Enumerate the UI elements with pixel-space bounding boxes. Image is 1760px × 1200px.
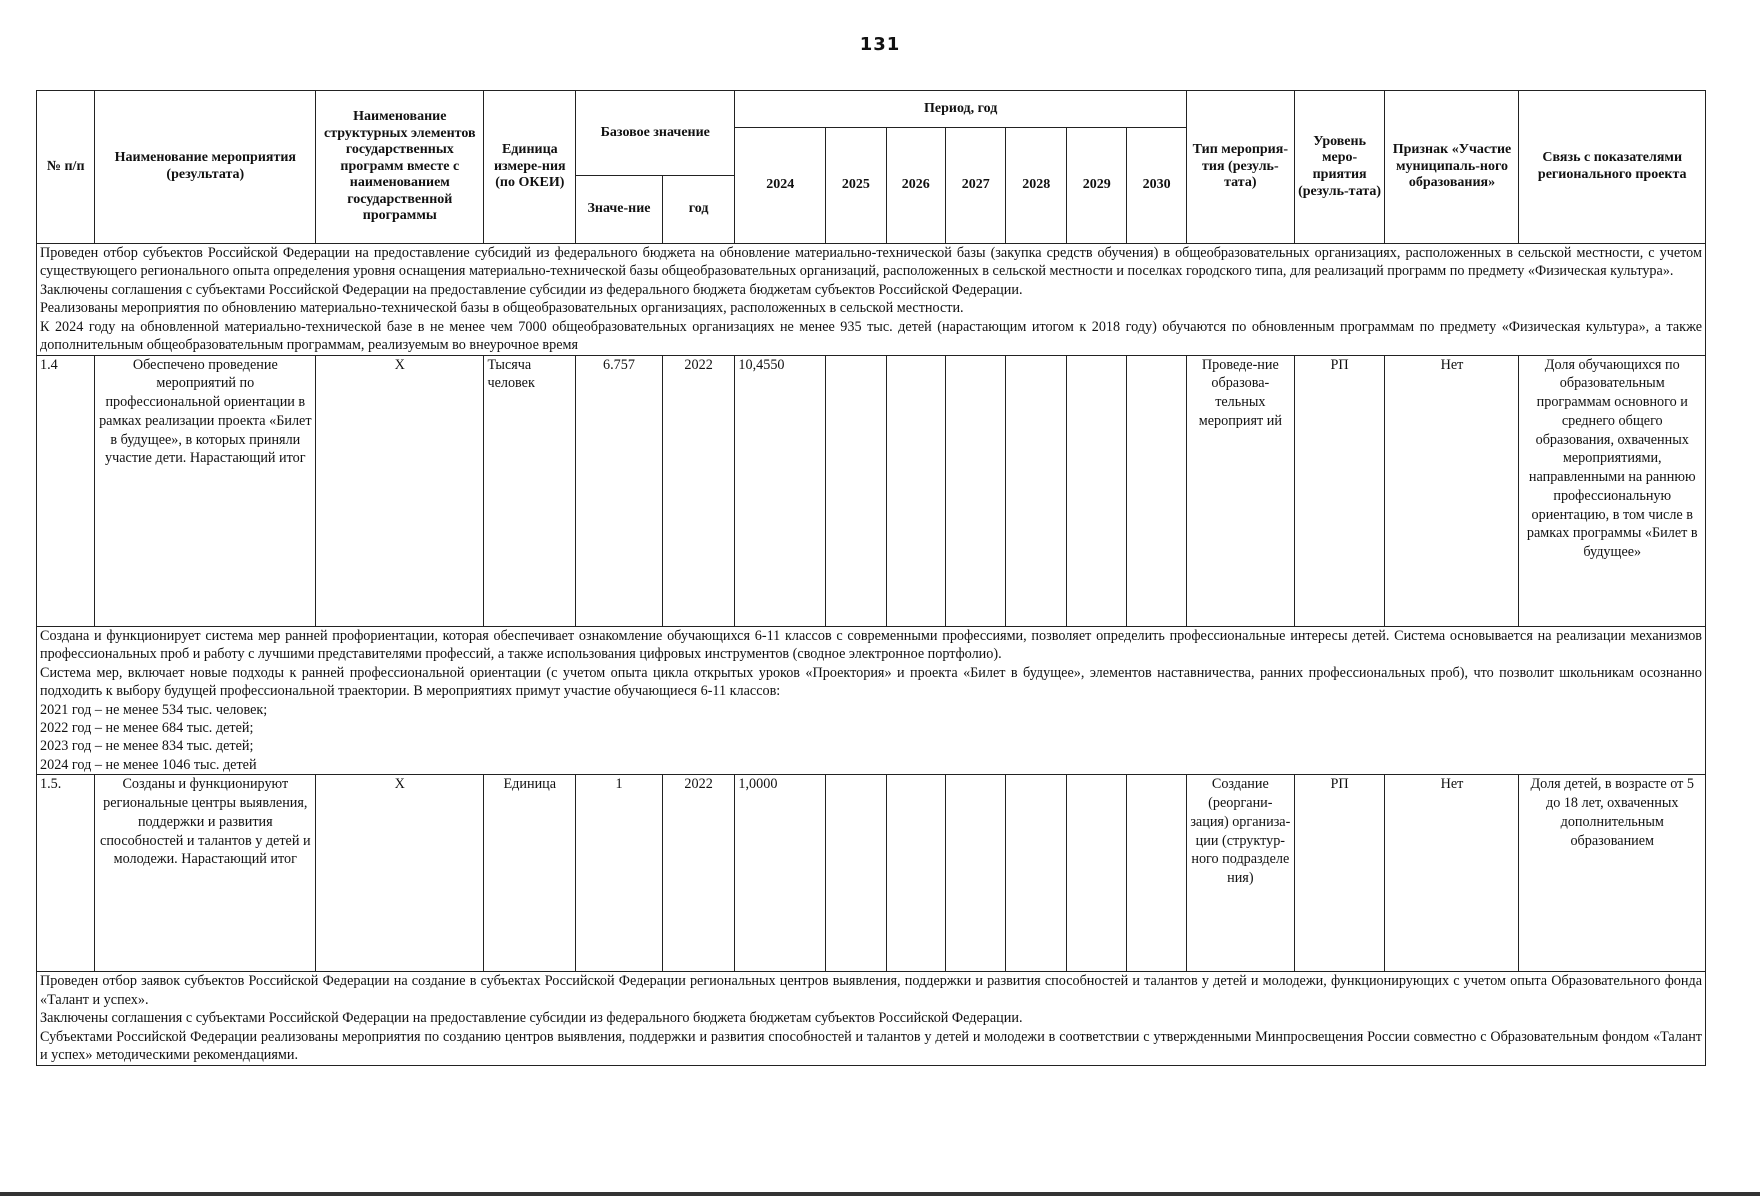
cell-year-2028 [1006, 775, 1066, 972]
header-year-2027: 2027 [946, 128, 1006, 244]
header-level: Уровень меро-приятия (резуль-тата) [1294, 91, 1385, 244]
cell-type: Проведе-ние образова-тельных мероприят ий [1186, 355, 1294, 626]
cell-name: Обеспечено проведение мероприятий по профессиональной ориентации в рамках реализации проекта «Билет в будущее», в которых приняли участие дети. Нарастающий итог [95, 355, 316, 626]
cell-year-2029 [1066, 775, 1126, 972]
narrative-paragraph: Система мер, включает новые подходы к ранней профессиональной ориентации (с учетом опыта цикла открытых уроков «Проектория» и проекта «Билет в будущее», элементов наставничества, ранних профессиональных проб), что позволит школьникам осознанно подходить к выбору будущей профессиональной траектории. В мероприятиях примут участие обучающиеся 6-11 классов: [40, 664, 1702, 700]
cell-type: Создание (реоргани-зация) организа-ции (структур-ного подразделе ния) [1186, 775, 1294, 972]
header-name: Наименование мероприятия (результата) [95, 91, 316, 244]
header-year-2026: 2026 [886, 128, 945, 244]
cell-year-2025 [826, 775, 886, 972]
narrative-paragraph: 2023 год – не менее 834 тыс. детей; [40, 738, 254, 755]
header-base-value: Значе-ние [576, 176, 663, 244]
cell-link: Доля детей, в возрасте от 5 до 18 лет, охваченных дополнительным образованием [1519, 775, 1706, 972]
header-num: № п/п [37, 91, 95, 244]
narrative-paragraph: 2024 год – не менее 1046 тыс. детей [40, 756, 257, 773]
narrative-block-1 [37, 244, 1706, 356]
narrative-paragraph: Создана и функционирует система мер ранней профориентации, которая обеспечивает ознакомление обучающихся 6-11 классов с современными профессиями, позволяет определить профессиональные интересы детей. Система основывается на реализации механизмов профессиональных проб и работу с лучшими представителями профессий, а также использования цифровых инструментов (сводное электронное портфолио). [40, 627, 1702, 663]
cell-year-2027 [946, 355, 1006, 626]
cell-base-year: 2022 [662, 355, 735, 626]
cell-year-2028 [1006, 355, 1066, 626]
header-base-year: год [662, 176, 735, 244]
cell-struct: Х [316, 355, 484, 626]
cell-base-year: 2022 [662, 775, 735, 972]
narrative-paragraph: 2022 год – не менее 684 тыс. детей; [40, 719, 254, 736]
header-municipal: Признак «Участие муниципаль-ного образования» [1385, 91, 1519, 244]
table-row-1-4 [37, 355, 1706, 626]
header-type: Тип мероприя-тия (резуль-тата) [1186, 91, 1294, 244]
cell-year-2026 [886, 355, 945, 626]
header-period: Период, год [735, 91, 1187, 128]
narrative-paragraph: Проведен отбор субъектов Российской Федерации на предоставление субсидий из федерального бюджета на обновление материально-технической базы (закупка средств обучения) в общеобразовательных организациях, расположенных в сельской местности, с учетом существующего регионального опыта определения уровня оснащения материально-технической базы общеобразовательных организаций, расположенных в сельской местности и поселках городского типа, для реализаций программ по предмету «Физическая культура». [40, 245, 1702, 280]
narrative-block-2 [37, 626, 1706, 775]
narrative-paragraph: К 2024 году на обновленной материально-технической базе в не менее чем 7000 общеобразовательных организациях не менее 935 тыс. детей (нарастающим итогом к 2018 году) обучаются по обновленным программам по предмету «Физическая культура», а также дополнительным общеобразовательным программам, реализуемым во внеурочное время [40, 318, 1702, 354]
narrative-paragraph: Реализованы мероприятия по обновлению материально-технической базы в общеобразовательных организациях, расположенных в сельской местности. [40, 300, 964, 317]
header-year-2024: 2024 [735, 128, 826, 244]
cell-struct: Х [316, 775, 484, 972]
cell-year-2024: 1,0000 [735, 775, 826, 972]
page-number: 131 [859, 34, 901, 55]
header-unit: Единица измере-ния (по ОКЕИ) [484, 91, 576, 244]
header-struct: Наименование структурных элементов государственных программ вместе с наименованием государственной программы [316, 91, 484, 244]
narrative-paragraph: Заключены соглашения с субъектами Российской Федерации на предоставление субсидии из федерального бюджета бюджетам субъектов Российской Федерации. [40, 281, 1023, 298]
cell-base-value: 1 [576, 775, 663, 972]
cell-level: РП [1294, 355, 1385, 626]
narrative-paragraph: Проведен отбор заявок субъектов Российской Федерации на создание в субъектах Российской Федерации региональных центров выявления, поддержки и развития способностей и талантов у детей и молодежи, функционирующих с учетом опыта Образовательного фонда «Талант и успех». [40, 973, 1702, 1008]
narrative-paragraph: Субъектами Российской Федерации реализованы мероприятия по созданию центров выявления, поддержки и развития способностей и талантов у детей и молодежи в соответствии с утвержденными Минпросвещения России совместно с Образовательным фондом «Талант и успех» методическими рекомендациями. [40, 1028, 1702, 1064]
table-row-1-5 [37, 775, 1706, 972]
cell-year-2024: 10,4550 [735, 355, 826, 626]
cell-year-2030 [1127, 775, 1187, 972]
cell-unit: Тысяча человек [484, 355, 576, 626]
cell-level: РП [1294, 775, 1385, 972]
cell-year-2029 [1066, 355, 1126, 626]
cell-municipal: Нет [1385, 355, 1519, 626]
cell-name: Созданы и функционируют региональные центры выявления, поддержки и развития способностей и талантов у детей и молодежи. Нарастающий итог [95, 775, 316, 972]
header-year-2028: 2028 [1006, 128, 1066, 244]
header-year-2030: 2030 [1127, 128, 1187, 244]
cell-municipal: Нет [1385, 775, 1519, 972]
cell-year-2025 [826, 355, 886, 626]
cell-num: 1.4 [37, 355, 95, 626]
cell-num: 1.5. [37, 775, 95, 972]
cell-year-2026 [886, 775, 945, 972]
narrative-block-3 [37, 972, 1706, 1065]
narrative-paragraph: Заключены соглашения с субъектами Российской Федерации на предоставление субсидии из федерального бюджета бюджетам субъектов Российской Федерации. [40, 1010, 1023, 1027]
header-base: Базовое значение [576, 91, 735, 176]
cell-base-value: 6.757 [576, 355, 663, 626]
page-bottom-rule [0, 1192, 1760, 1196]
header-year-2029: 2029 [1066, 128, 1126, 244]
header-link: Связь с показателями регионального проекта [1519, 91, 1706, 244]
header-year-2025: 2025 [826, 128, 886, 244]
cell-year-2027 [946, 775, 1006, 972]
cell-unit: Единица [484, 775, 576, 972]
cell-year-2030 [1127, 355, 1187, 626]
cell-link: Доля обучающихся по образовательным программам основного и среднего общего образования, охваченных мероприятиями, направленными на раннюю профессиональную ориентацию, в том числе в рамках программы «Билет в будущее» [1519, 355, 1706, 626]
results-table [36, 90, 1706, 1066]
narrative-paragraph: 2021 год – не менее 534 тыс. человек; [40, 701, 268, 718]
